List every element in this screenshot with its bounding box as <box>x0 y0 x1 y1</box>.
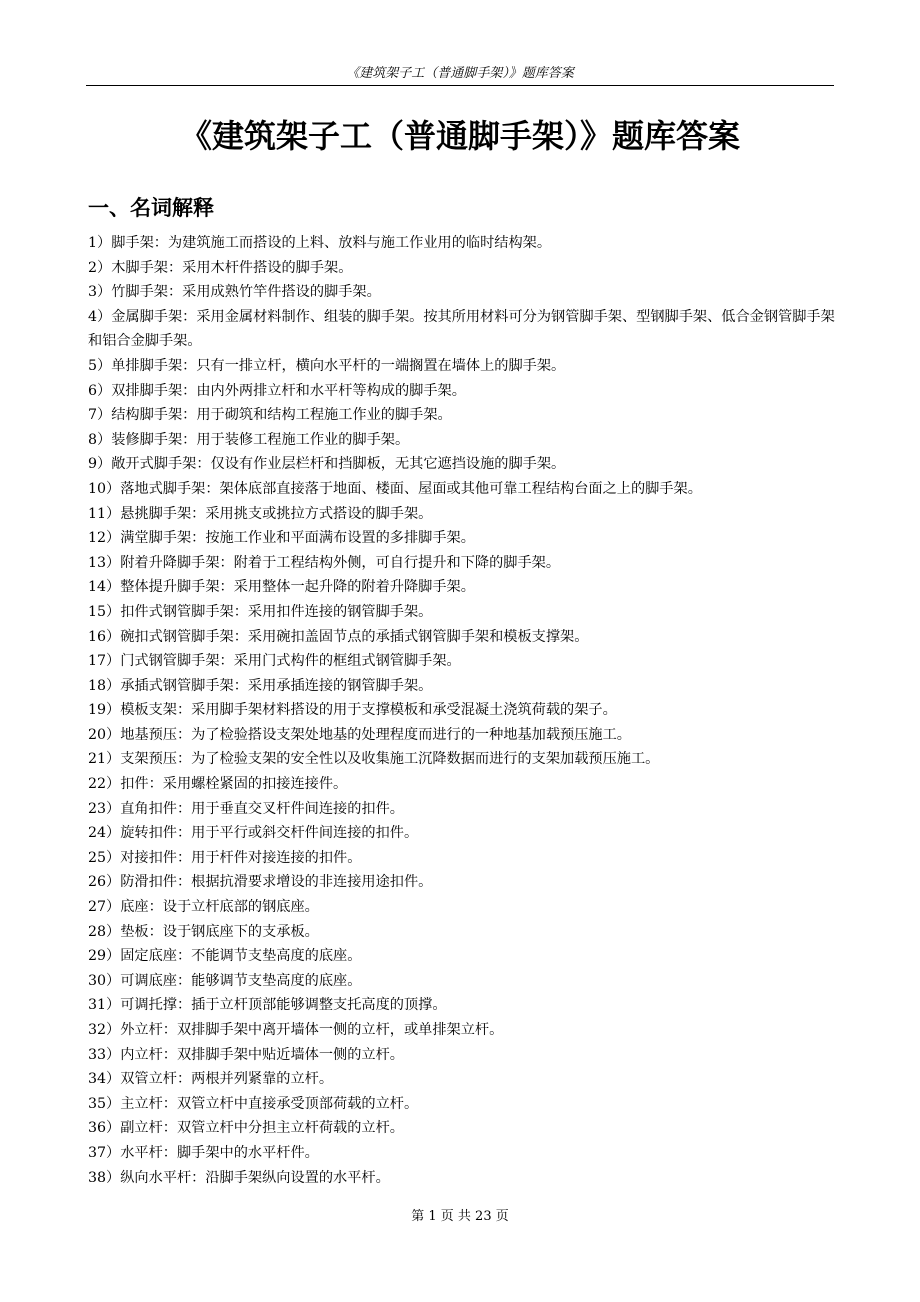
running-header: 《建筑架子工（普通脚手架）》题库答案 <box>346 66 574 81</box>
definition-item: 38）纵向水平杆：沿脚手架纵向设置的水平杆。 <box>88 1169 390 1186</box>
definition-item: 24）旋转扣件：用于平行或斜交杆件间连接的扣件。 <box>88 825 419 842</box>
page-number: 第 1 页 共 23 页 <box>411 1209 509 1224</box>
definition-item: 15）扣件式钢管脚手架：采用扣件连接的钢管脚手架。 <box>88 603 433 620</box>
definition-item: 28）垫板：设于钢底座下的支承板。 <box>88 923 319 940</box>
definition-item: 34）双管立杆：两根并列紧靠的立杆。 <box>88 1071 334 1088</box>
definition-item: 16）碗扣式钢管脚手架：采用碗扣盖固节点的承插式钢管脚手架和模板支撑架。 <box>88 628 589 645</box>
definition-item: 2）木脚手架：采用木杆件搭设的脚手架。 <box>88 259 353 276</box>
definition-item: 20）地基预压：为了检验搭设支架处地基的处理程度而进行的一种地基加载预压施工。 <box>88 726 631 743</box>
definition-item: 10）落地式脚手架：架体底部直接落于地面、楼面、屋面或其他可靠工程结构台面之上的脚手架。 <box>88 480 702 497</box>
definition-item: 35）主立杆：双管立杆中直接承受顶部荷载的立杆。 <box>88 1095 419 1112</box>
definition-item: 31）可调托撑：插于立杆顶部能够调整支托高度的顶撑。 <box>88 997 447 1014</box>
definition-item: 30）可调底座：能够调节支垫高度的底座。 <box>88 972 362 989</box>
definition-item: 21）支架预压：为了检验支架的安全性以及收集施工沉降数据而进行的支架加载预压施工。 <box>88 751 660 768</box>
section-heading: 一、名词解释 <box>88 196 214 220</box>
watermark: com.cn <box>505 604 701 664</box>
definition-item: 27）底座：设于立杆底部的钢底座。 <box>88 899 319 916</box>
definition-item: 37）水平杆：脚手架中的水平杆件。 <box>88 1144 319 1161</box>
definition-item: 1）脚手架：为建筑施工而搭设的上料、放料与施工作业用的临时结构架。 <box>88 235 552 251</box>
definition-item: 11）悬挑脚手架：采用挑支或挑拉方式搭设的脚手架。 <box>88 505 433 522</box>
definition-item: 26）防滑扣件：根据抗滑要求增设的非连接用途扣件。 <box>88 874 433 891</box>
definition-item: 13）附着升降脚手架：附着于工程结构外侧，可自行提升和下降的脚手架。 <box>88 554 561 571</box>
definition-item: 5）单排脚手架：只有一排立杆，横向水平杆的一端搁置在墙体上的脚手架。 <box>88 357 566 374</box>
definition-item: 36）副立杆：双管立杆中分担主立杆荷载的立杆。 <box>88 1120 404 1137</box>
definition-item: 6）双排脚手架：由内外两排立杆和水平杆等构成的脚手架。 <box>88 382 466 399</box>
document-title: 《建筑架子工（普通脚手架）》题库答案 <box>179 117 740 155</box>
definition-item: 7）结构脚手架：用于砌筑和结构工程施工作业的脚手架。 <box>88 407 452 424</box>
definition-item: 17）门式钢管脚手架：采用门式构件的框组式钢管脚手架。 <box>88 653 461 670</box>
definition-item: 14）整体提升脚手架：采用整体一起升降的附着升降脚手架。 <box>88 579 475 596</box>
definition-item: 23）直角扣件：用于垂直交叉杆件间连接的扣件。 <box>88 800 404 817</box>
definition-item: 12）满堂脚手架：按施工作业和平面满布设置的多排脚手架。 <box>88 530 475 547</box>
definition-item: 18）承插式钢管脚手架：采用承插连接的钢管脚手架。 <box>88 677 433 694</box>
definition-item: 8）装修脚手架：用于装修工程施工作业的脚手架。 <box>88 431 410 448</box>
definition-item: 32）外立杆：双排脚手架中离开墙体一侧的立杆，或单排架立杆。 <box>88 1022 504 1038</box>
header-divider <box>86 85 834 86</box>
definition-item: 9）敞开式脚手架：仅设有作业层栏杆和挡脚板，无其它遮挡设施的脚手架。 <box>88 456 566 473</box>
definition-item: 25）对接扣件：用于杆件对接连接的扣件。 <box>88 849 362 866</box>
definition-item: 29）固定底座：不能调节支垫高度的底座。 <box>88 948 362 965</box>
definition-item: 19）模板支架：采用脚手架材料搭设的用于支撑模板和承受混凝土浇筑荷载的架子。 <box>88 702 617 719</box>
definition-item: 22）扣件：采用螺栓紧固的扣接连接件。 <box>88 776 348 793</box>
definition-item: 33）内立杆：双排脚手架中贴近墙体一侧的立杆。 <box>88 1046 404 1063</box>
definition-item: 4）金属脚手架：采用金属材料制作、组装的脚手架。按其所用材料可分为钢管脚手架、型钢脚手架、低合金钢管脚手架和铝合金脚手架。 <box>88 308 835 350</box>
definition-item: 3）竹脚手架：采用成熟竹竿件搭设的脚手架。 <box>88 284 381 301</box>
definition-list <box>88 231 838 1190</box>
